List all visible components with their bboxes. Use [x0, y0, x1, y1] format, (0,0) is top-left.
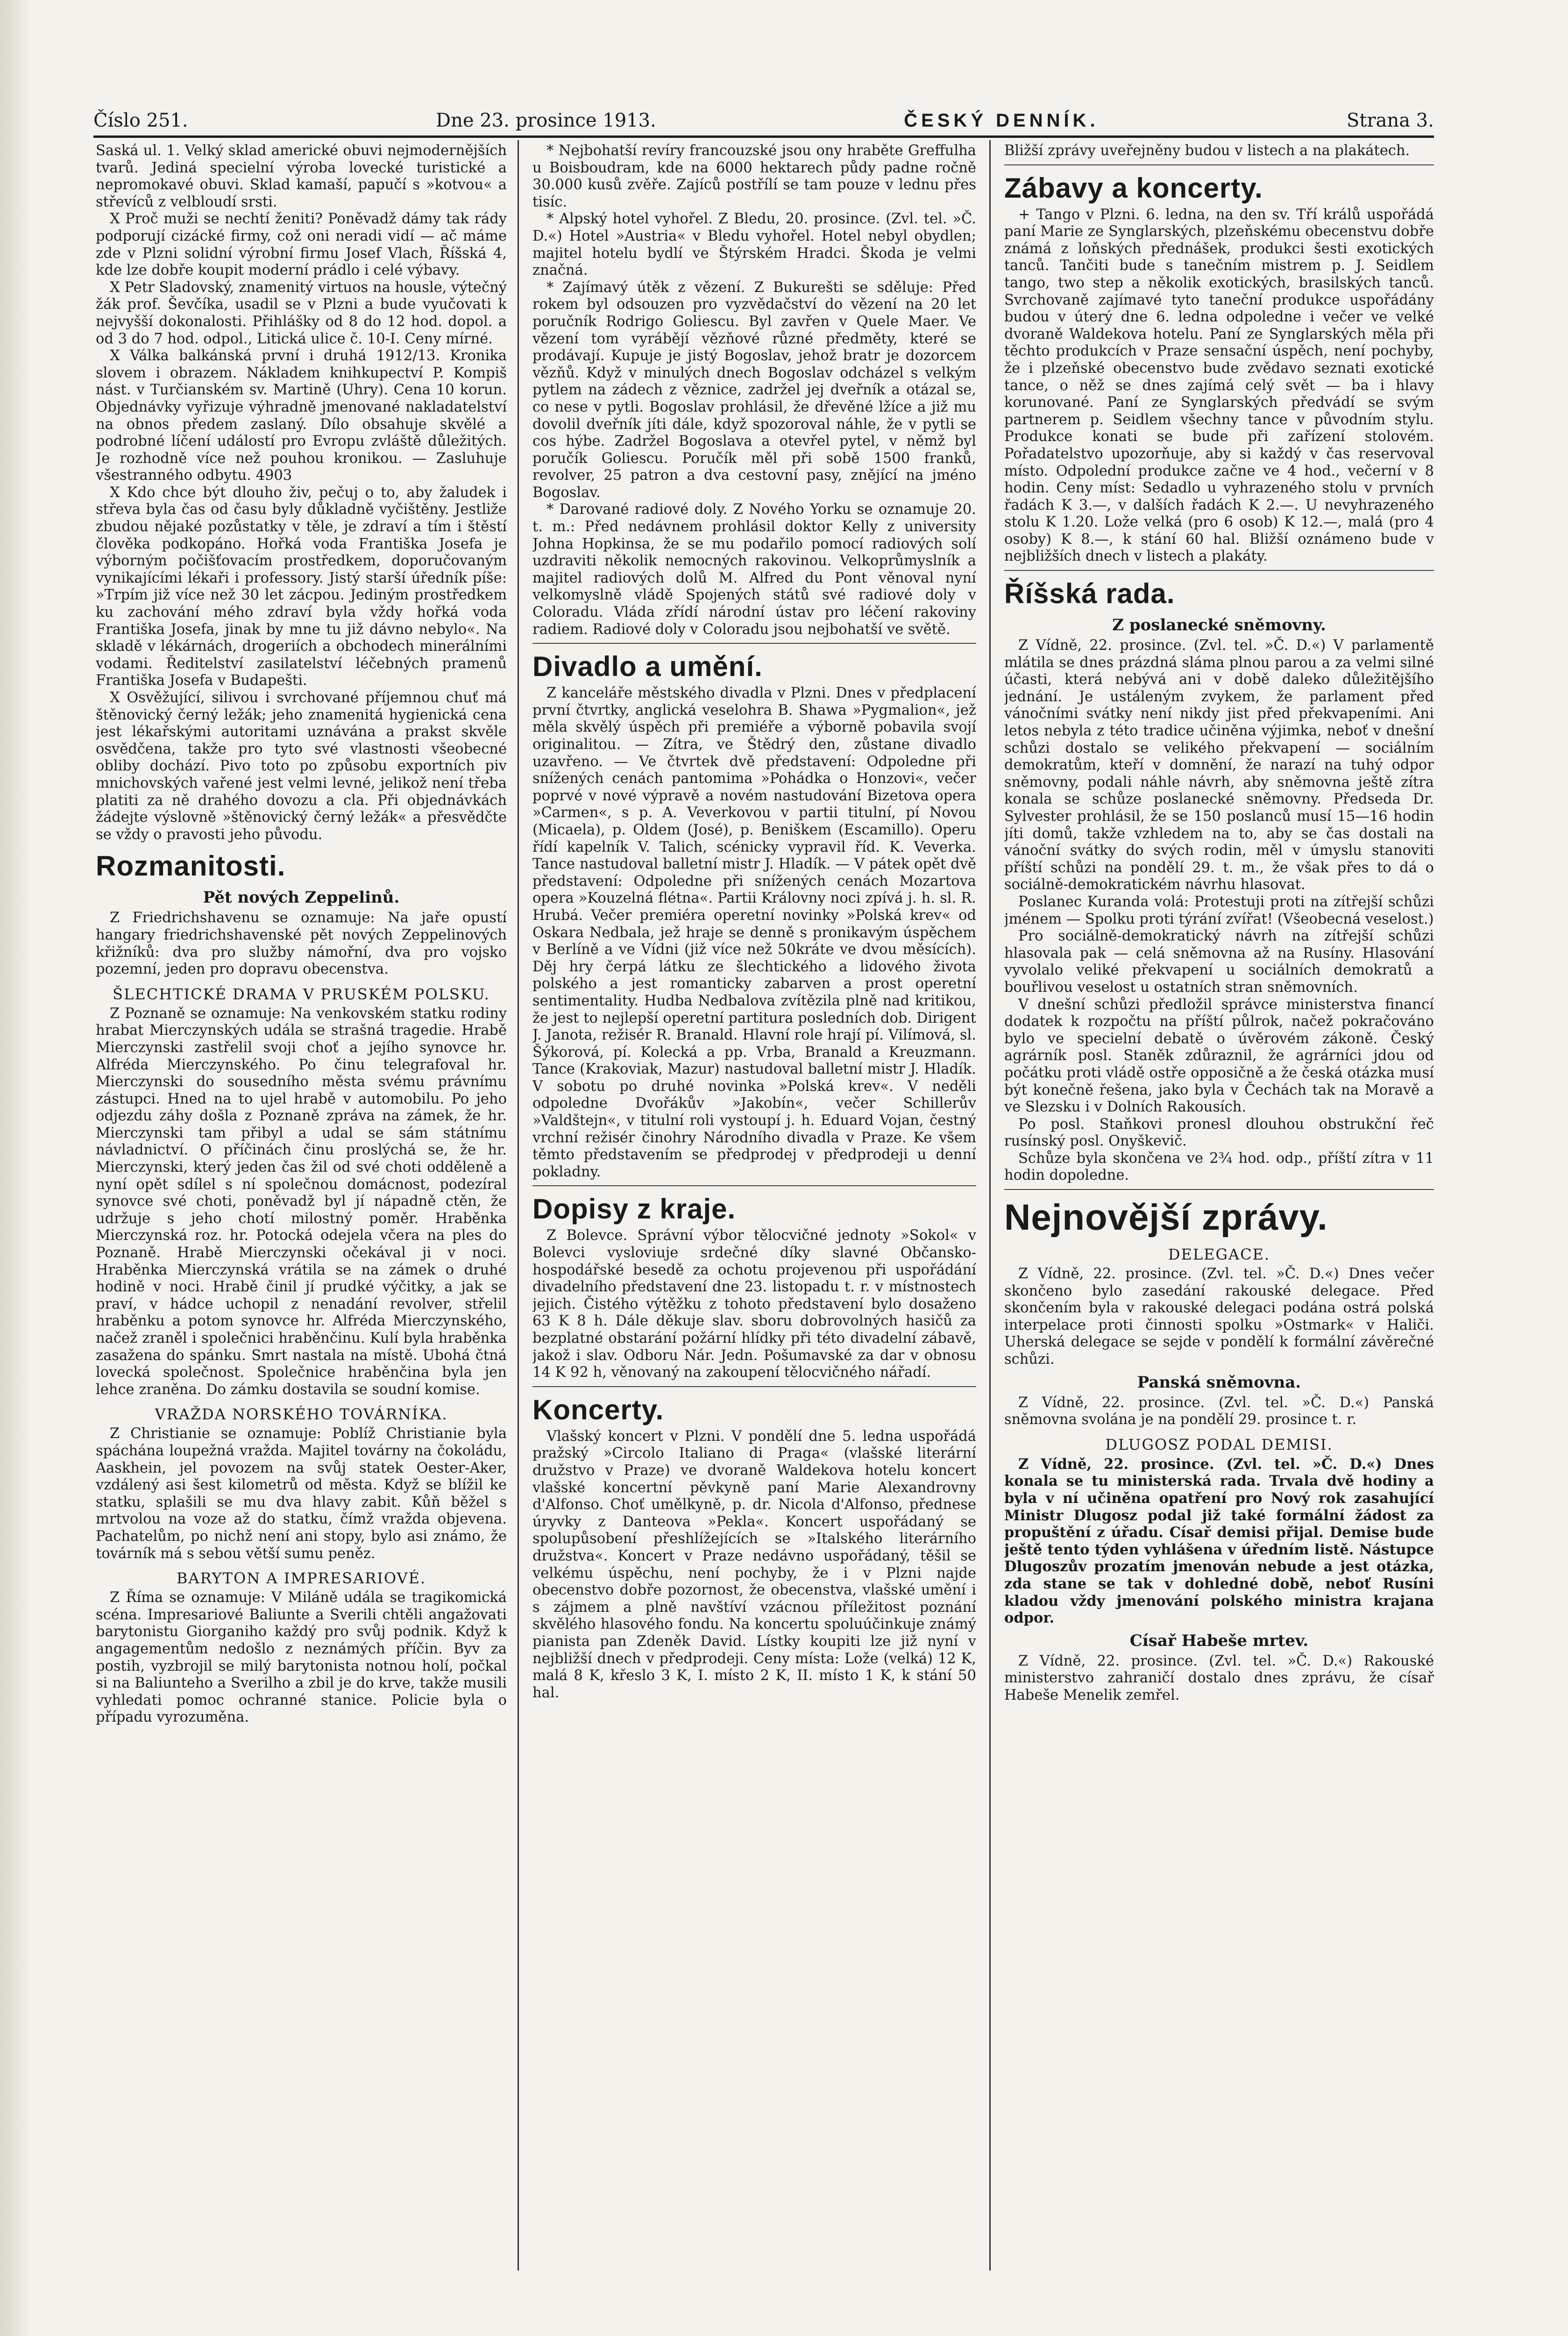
- newspaper-title: ČESKÝ DENNÍK.: [904, 110, 1099, 131]
- article-zeppelin: Z Friedrichshavenu se oznamuje: Na jaře opustí hangary friedrichshavenské pět nových Zeppelinových křižníků: dva pro služby námořní, dva pro vojsko pozemní, jeden pro dopravu obecenstva.: [96, 910, 507, 978]
- headline-delegation: DELEGACE.: [1168, 1246, 1270, 1264]
- article-shoe-store: Saská ul. 1. Velký sklad americké obuvi nejmodernějších tvarů. Jediná specielní výroba lovecké turistické a nepromokavé obuvi. Sklad kamaší, papučí s »kotvou« a střevíců z velbloudí srsti.: [96, 142, 507, 210]
- article-menelik: Z Vídně, 22. prosince. (Zvl. tel. »Č. D.«) Rakouské ministerstvo zahraničí dostalo dnes zprávu, že císař Habeše Menelik zemřel.: [1004, 1652, 1434, 1703]
- article-upper-house: Z Vídně, 22. prosince. (Zvl. tel. »Č. D.«) Panská sněmovna svolána je na pondělí 29. prosince t. r.: [1004, 1394, 1434, 1428]
- divider: [1004, 570, 1434, 571]
- column-2: [532, 142, 976, 2273]
- article-murder: Z Christianie se oznamuje: Poblíž Christianie byla spáchána loupežná vražda. Majitel továrny na čokoládu, Aaskhein, jel povozem na svůj statek Oester-Aker, vzdálený asi šest kilometrů od města. Když se blížil ke statku, splašili se mu dva hlavy zabit. Kůň běžel s mrtvolou na voze až do statku, čímž vražda objevena. Pachatelům, po nichž není ani stopy, bylo asi známo, že továrník má s sebou větší sumu peněz.: [96, 1425, 507, 1562]
- article-hunting: * Nejbohatší revíry francouzské jsou ony hraběte Greffulha u Boisboudram, kde na 6000 hektarech půdy padne ročně 30.000 kusů zvěře. Zajíců postřílí se tam pouze v lednu přes tisíc.: [532, 142, 976, 210]
- divider: [532, 643, 976, 644]
- headline-zeppelin: Pět nových Zeppelinů.: [203, 888, 400, 907]
- headline-baritone: BARYTON A IMPRESARIOVÉ.: [176, 1569, 426, 1588]
- article-vote: Pro sociálně-demokratický návrh na zítřejší schůzi hlasovala pak — celá sněmovna až na Rusíny. Hlasování vyvolalo veliké překvapení u sociálních demokratů a bouřlivou veselost u ostatních stran sněmovních.: [1004, 928, 1434, 996]
- article-theatre: Z kanceláře městského divadla v Plzni. Dnes v předplacení první čtvrtky, anglická veselohra B. Shawa »Pygmalion«, jež měla skvělý úspěch při premiéře a výborně pobavila svojí originalitou. — Zítra, ve Štědrý den, zůstane divadlo uzavřeno. — Ve čtvrtek dvě představení: Odpoledne při snížených cenách pantomima »Pohádka o Honzovi«, večer poprvé v nové výpravě a novém nastudování Bizetova opera »Carmen«, s p. A. Veverkovou v partii titulní, pí Novou (Micaela), p. Oldem (José), p. Beniškem (Escamillo). Operu řídí kapelník V. Talich, scénicky vypravil říd. K. Veverka. Tance nastudoval balletní mistr J. Hladík. — V pátek opět dvě představení: Odpoledne při snížených cenách Mozartova opera »Kouzelná flétna«. Partii Královny noci zpívá j. h. sl. R. Hrubá. Večer premiéra operetní novinky »Polská krev« od Oskara Nedbala, jež hraje se denně s pronikavým úspěchem v Berlíně a ve Vídni (již více než 50kráte ve dvou měsících). Děj hry čerpá látku ze šlechtického a lidového života polského a jest romanticky zabarven a prost operetní sentimentality. Hudba Nedbalova zvítězila plně nad kritikou, že jest to nejlepší operetní partitura posledních dob. Dirigent J. Janota, režisér R. Branald. Hlavní role hrají pí. Vilímová, sl. Šýkorová, pí. Kolecká a pp. Vrba, Branald a Kreuzmann. Tance (Krakoviak, Mazur) nastudoval balletní mistr J. Hladík. V sobotu po druhé novinka »Polská krev«. V neděli odpoledne Dvořákův »Jakobín«, večer Schillerův »Valdštejn«, v titulní roli vystoupí j. h. Eduard Vojan, čestný vrchní režisér činohry Národního divadla v Praze. Ke všem těmto představením se předprodej v předprodeji u denní pokladny.: [532, 685, 976, 1180]
- issue-number: Číslo 251.: [93, 110, 188, 131]
- section-risska-rada: Říšská rada.: [1004, 578, 1175, 610]
- section-nejnovejsi: Nejnovější zprávy.: [1004, 1196, 1328, 1238]
- ad-balkan-chronicle: X Válka balkánská první i druhá 1912/13. Kronika slovem i obrazem. Nákladem knihkupectví P. Kompiš nást. v Turčianském sv. Martině (Uhry). Cena 10 korun. Objednávky vyřizuje výhradně jmenované nakladatelství na obnos předem zaslaný. Dílo obsahuje skvělé a podrobné líčení událostí pro Evropu zvláště důležitých. Je rozhodně více než pouhou kronikou. — Zasluhuje všestranného odbytu. 4903: [96, 348, 507, 484]
- column-divider-1: [518, 140, 519, 2271]
- headline-upper-house: Panská sněmovna.: [1137, 1373, 1301, 1392]
- article-tango: + Tango v Plzni. 6. ledna, na den sv. Tří králů uspořádá paní Marie ze Synglarských, plzeňskému obecenstvu dobře známá z loňských přednášek, produkci šesti exotických tanců. Tančiti bude s tanečním mistrem p. J. Seidlem tango, two step a několik exotických, brasilských tanců. Svrchovaně zajímavé tyto taneční produkce uspořádány budou v úterý dne 6. ledna odpoledne i večer ve velké dvoraně Waldekova hotelu. Paní ze Synglarských měla při těchto produkcích v Praze sensační úspěch, není pochyby, že i plzeňské obecenstvo bude zvědavo seznati exotické tance, o něž se dnes zajímá celý svět — ba i hlavy korunované. Paní ze Synglarských předvádí se svým partnerem p. Seidlem všechny tance v původním stylu. Produkce konati se bude při zařízení stolovém. Pořadatelstvo upozorňuje, aby si každý v čas reservoval místo. Odpolední produkce začne ve 4 hod., večerní v 8 hodin. Ceny míst: Sedadlo u vyhrazeného stolu v prvních řadách K 3.—, v dalších řadách K 2.—. U nevyhrazeného stolu K 1.20. Lože velká (pro 6 osob) K 12.—, malá (pro 4 osoby) K 8.—, k stání 60 hal. Bližší oznámeno bude v nejbližších dnech v listech a plakáty.: [1004, 206, 1434, 565]
- section-rozmanitosti: Rozmanitosti.: [96, 850, 286, 882]
- ad-lingerie: X Proč muži se nechtí ženiti? Poněvadž dámy tak rády podporují cizácké firmy, což oni neradi vidí — ač máme zde v Plzni solidní výrobní firmu Josef Vlach, Říšská 4, kde lze dobře koupit moderní prádlo i celé výbavy.: [96, 211, 507, 279]
- column-3: [1004, 142, 1434, 2273]
- article-parliament: Z Vídně, 22. prosince. (Zvl. tel. »Č. D.«) V parlamentě mlátila se dnes prázdná sláma plnou parou a za velmi silné účasti, která nebývá ani v době daleko důležitějšího jednání. Je ustáleným zvykem, že parlament před vánočními svátky není nikdy jist před překvapeními. Ani letos nebyla z této tradice učiněna výjimka, neboť v dnešní schůzi dostalo se velikého překvapení — sociálním demokratům, kteří v domnění, že narazí na tuhý odpor sněmovny, podali náhle návrh, aby sněmovna ještě zítra konala se schůze poslanecké sněmovny. Předseda Dr. Sylvester prohlásil, že se 150 poslanců musí 15—16 hodin jíti domů, takže vzhledem na to, aby se čas dostali na vánoční svátky do svých rodin, měl v úmyslu stanoviti příští schůzi na pondělí 29. t. m., že však přes to dá o sociálně-demokratickém návrhu hlasovat.: [1004, 637, 1434, 893]
- divider: [1004, 164, 1434, 165]
- section-koncerty: Koncerty.: [532, 1394, 664, 1425]
- article-budget: V dnešní schůzi předložil správce ministerstva financí dodatek k rozpočtu na příští půlrok, načež pokračováno bylo ve specielní debatě o úvěrovém zákoně. Český agrárník posl. Staněk zdůraznil, že agrárníci jdou od počátku proti vládě ostře opposičně a že česká otázka musí být konečně řešena, jako byla v Čechách tak na Moravě a ve Slezsku i v Dolních Rakousích.: [1004, 996, 1434, 1116]
- article-prison-escape: * Zajímavý útěk z vězení. Z Bukurešti se sděluje: Před rokem byl odsouzen pro vyzvědačství do vězení na 20 let poručník Rodrigo Goliescu. Byl zavřen v Quele Maer. Ve vězení tom vyrábějí vězňové různé předměty, které se prodávají. Kupuje je jistý Bogoslav, jehož bratr je dozorcem vězňů. Když v minulých dnech Bogoslav odcházel s velkým pytlem na zádech z věznice, zadržel jej dveřník a otázal se, co nese v pytli. Bogoslav prohlásil, že dřevěné lžíce a již mu dovolil dveřník jíti dále, když spozoroval náhle, že v pytli se cos hýbe. Zadržel Bogoslava a otevřel pytel, v němž byl poručík Goliescu. Poručík měl při sobě 1500 franků, revolver, 25 patron a dva cestovní pasy, znějící na jméno Bogoslav.: [532, 279, 976, 501]
- article-italian-concert: Vlašský koncert v Plzni. V pondělí dne 5. ledna uspořádá pražský »Circolo Italiano di Praga« (vlašské literární družstvo v Praze) ve dvoraně Waldekova hotelu koncert vlašské koncertní pěvkyně paní Marie Alexandrovny d'Alfonso. Choť umělkyně, p. dr. Nicola d'Alfonso, přednese úryvky z Danteova »Pekla«. Koncert uspořádaný se spolupůsobení přeshlížejících se »Italského literárního družstva«. Koncert v Praze nedávno uspořádaný, těšil se velkému úspěchu, není pochyby, že i v Plzni najde obecenstvo dobře pozornost, že obecenstva, vlašské umění i s zájmem a plně navštíví vzácnou příležitost poznání skvělého hlasového fondu. Na koncertu spoluúčinkuje známý pianista pan Zdeněk David. Lístky koupiti lze již nyní v nejbližší dnech v předprodeji. Ceny místa: Lože (velká) 12 K, malá 8 K, křeslo 3 K, I. místo 2 K, II. místo 1 K, k stání 50 hal.: [532, 1428, 976, 1701]
- article-obstruction: Po posl. Staňkovi pronesl dlouhou obstrukční řeč rusínský posl. Onyškevič.: [1004, 1116, 1434, 1150]
- headline-dlugosz: DLUGOSZ PODAL DEMISI.: [1105, 1435, 1333, 1453]
- divider: [1004, 1189, 1434, 1190]
- divider: [532, 1386, 976, 1387]
- article-dlugosz: Z Vídně, 22. prosince. (Zvl. tel. »Č. D.«) Dnes konala se tu ministerská rada. Trvala dvě hodiny a byla v ní učiněna opatření pro Nový rok zasahující Ministr Dlugosz podal již také formální žádost za propuštění z úřadu. Císař demisi přijal. Demise bude ještě tento týden vyhlášena v úředním listě. Nástupce Dlugoszův prozatím jmenován nebude a jest otázka, zda stane se tak v dohledné době, neboť Rusíni kladou vždy jmenování polského ministra krajana odpor.: [1004, 1455, 1434, 1627]
- column-divider-2: [989, 140, 991, 2271]
- ad-violin-lessons: X Petr Sladovský, znamenitý virtuos na housle, výtečný žák prof. Ševčíka, usadil se v Plzni a bude vyučovati k nejvyšší dokonalosti. Přihlášky od 8 do 12 hod. dopol. a od 3 do 7 hod. odpol., Litická ulice č. 10-I. Ceny mírné.: [96, 279, 507, 347]
- scan-edge: [0, 0, 33, 2336]
- article-delegation: Z Vídně, 22. prosince. (Zvl. tel. »Č. D.«) Dnes večer skončeno bylo zasedání rakouské delegace. Před skončením byla v rakouské delegaci podána ostrá polská interpelace proti činnosti spolku »Ostmark« v Haliči. Uherská delegace se sejde v pondělí k formální závěrečné schůzi.: [1004, 1266, 1434, 1368]
- headline-menelik: Císař Habeše mrtev.: [1129, 1631, 1309, 1650]
- article-baritone: Z Říma se oznamuje: V Miláně udála se tragikomická scéna. Impresariové Baliunte a Sverili chtěli angažovati barytonistu Giorganiho každý pro svůj podnik. Když k angagementům nedošlo z neznámých příčin. Byv za postih, vyzbrojil se milý barytonista notnou holí, počkal si na Baliunteho a Sverilho a zbil je do krve, takže musili vyhledati pomoc ochranné stanice. Policie byla o případu vyrozuměna.: [96, 1589, 507, 1726]
- column-1: [96, 142, 507, 2273]
- section-divadlo: Divadlo a umění.: [532, 651, 763, 683]
- headline-murder: VRAŽDA NORSKÉHO TOVÁRNÍKA.: [155, 1405, 448, 1424]
- page-number: Strana 3.: [1347, 110, 1434, 131]
- article-hotel-fire: * Alpský hotel vyhořel. Z Bledu, 20. prosince. (Zvl. tel. »Č. D.«) Hotel »Austria« v Bledu vyhořel. Hotel nebyl obydlen; majitel hotelu bydlí ve Štýrském Hradci. Škoda je velmi značná.: [532, 211, 976, 279]
- masthead-rule: [93, 135, 1434, 138]
- section-dopisy: Dopisy z kraje.: [532, 1193, 736, 1225]
- headline-drama: ŠLECHTICKÉ DRAMA V PRUSKÉM POLSKU.: [113, 985, 490, 1003]
- ad-bitter-water: X Kdo chce být dlouho živ, pečuj o to, aby žaludek i střeva byla čas od času byly důkladně vyčištěny. Jestliže zbudou nějaké pozůstatky v těle, je zdraví a tím i štěstí člověka podkopáno. Hořká voda Františka Josefa je výborným počišťovacím prostředkem, doporučovaným vynikajícími lékaři i professory. Jistý starší úředník píše: »Trpím již více než 30 let zácpou. Jediným prostředkem ku zachování mého zdraví byla vždy hořká voda Františka Josefa, jinak by mne tu již dávno nebylo«. Na skladě v lékárnách, drogeriích a obchodech minerálními vodami. Ředitelství zasilatelství léčebných pramenů Františka Josefa v Budapešti.: [96, 484, 507, 689]
- masthead: [93, 107, 1434, 135]
- article-continuation: Bližší zprávy uveřejněny budou v listech a na plakátech.: [1004, 142, 1410, 159]
- ad-dark-lager: X Osvěžující, silivou i svrchované příjemnou chuť má štěnovický černý ležák; jeho znamenitá hygienická cena jest lékařskými autoritami uznávána a prakst skvěle osvědčena, takže pro tyto své vlastnosti všeobecné obliby dochází. Pivo toto po způsobu exportních piv mnichovských vařené jest velmi levné, jelikož není třeba platiti za ně drahého dovozu a cla. Při objednávkách žádejte výslovně »štěnovický černý ležák« a přesvědčte se vždy o pravosti jeho původu.: [96, 690, 507, 843]
- article-drama: Z Poznaně se oznamuje: Na venkovském statku rodiny hrabat Mierczynských udála se strašná tragedie. Hrabě Mierczynski zastřelil svoji choť a jejího synovce hr. Alfréda Mierczynského. Po činu telegrafoval hr. Mierczynski do sousedního města svému právnímu zástupci. Hned na to ujel hrabě v automobilu. Po jeho odjezdu záhy došla z Poznaně zpráva na zámek, že hr. Mierczynski tam přibyl a udal se sám státnímu návladnictví. O příčinách činu proslýchá se, že hr. Mierczynski, který jeden čas žil od své choti odděleně a nyní opět sdílel s ní společnou domácnost, podezíral synovce své choti, poněvadž byl jí nápadně ctěn, že udržuje s jeho chotí milostný poměr. Hraběnka Mierczynská roz. hr. Potocká odejela včera na ples do Poznaně. Hrabě Mierczynski očekával ji v noci. Hraběnka Mierczynská vrátila se na zámek o druhé hodině v noci. Hrabě činil jí prudké výčitky, a jak se praví, v hádce uchopil z nenadání revolver, střelil hraběnku a potom synovce hr. Alfréda Mierczynského, načež zraněl i společnici hraběnčinu. Kulí byla hraběnka zasažena do spánku. Smrt nastala na místě. Ubohá čtná lovecká společnost. Společnice hraběnčina byla jen lehce zraněna. Do zámku dostavila se soudní komise.: [96, 1005, 507, 1398]
- headline-chamber: Z poslanecké sněmovny.: [1112, 616, 1326, 635]
- article-session-end: Schůze byla skončena ve 2¾ hod. odp., příští zítra v 11 hodin dopoledne.: [1004, 1150, 1434, 1184]
- issue-date: Dne 23. prosince 1913.: [436, 110, 656, 131]
- divider: [532, 1185, 976, 1186]
- article-radium: * Darované radiové doly. Z Nového Yorku se oznamuje 20. t. m.: Před nedávnem prohlásil doktor Kelly z university Johna Hopkinsa, že se mu podařilo pomocí radiových solí uzdraviti několik nemocných rakovinou. Velkoprůmyslník a majitel radiových dolů M. Alfred du Pont věnoval nyní velkomyslně vládě Spojených států své radiové doly v Coloradu. Vláda zřídí národní ústav pro léčení rakoviny radiem. Radiové doly v Coloradu jsou nejbohatší ve světě.: [532, 501, 976, 638]
- article-kuranda: Poslanec Kuranda volá: Protestuji proti na zítřejší schůzi jménem — Spolku proti týrání zvířat! (Všeobecná veselost.): [1004, 893, 1434, 927]
- section-zabavy: Zábavy a koncerty.: [1004, 172, 1263, 204]
- article-bolevec: Z Bolevce. Správní výbor tělocvičné jednoty »Sokol« v Bolevci vysloviuje srdečné díky slavné Občansko-hospodářské besedě za ochotu projevenou při uspořádání divadelního představení dne 23. listopadu t. r. v místnostech jejich. Čistého výtěžku z tohoto představení bylo dosaženo 63 K 8 h. Dále děkuje slav. sboru dobrovolných hasičů za bezplatné obstarání požární hlídky při této divadelní zábavě, jakož i slav. Odboru Nár. Jedn. Pošumavské za dar v obnosu 14 K 92 h, věnovaný na zakoupení tělocvičného nářadí.: [532, 1227, 976, 1381]
